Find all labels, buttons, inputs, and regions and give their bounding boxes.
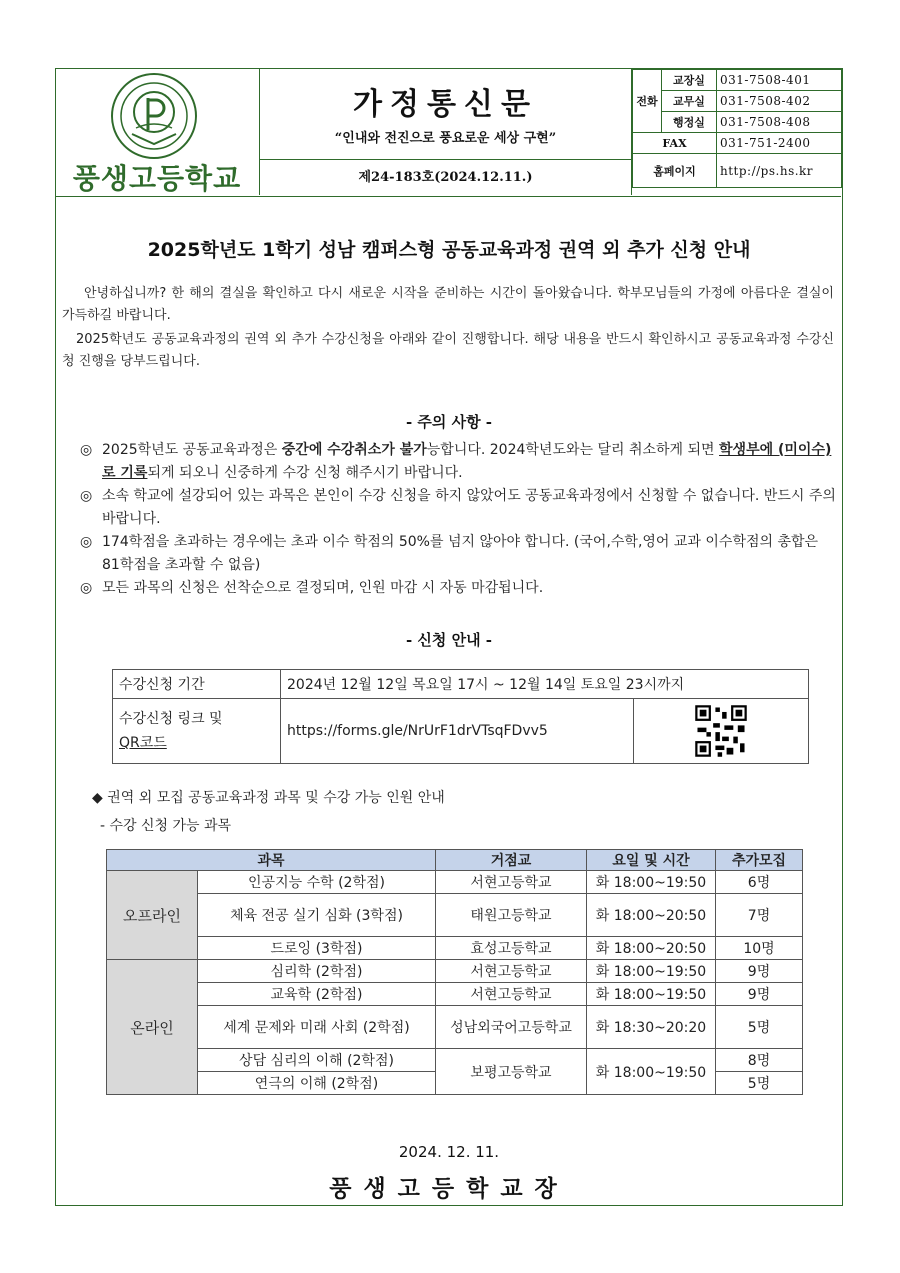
issue-date: 2024. 12. 11. [398,1143,500,1161]
bullet-icon: ◎ [80,534,93,550]
period-value: 2024년 12월 12일 목요일 17시 ~ 12월 14일 토요일 23시까지 [281,670,809,699]
count-cell: 5명 [716,1006,803,1049]
time-cell: 화 18:00~19:50 [587,960,716,983]
subject-cell: 상담 심리의 이해 (2학점) [198,1049,436,1072]
homepage-link[interactable]: http://ps.hs.kr [717,154,842,188]
table-row [107,894,803,937]
notice-headline: 2025학년도 1학기 성남 캠퍼스형 공동교육과정 권역 외 추가 신청 안내 [147,239,751,261]
count-cell: 9명 [716,983,803,1006]
count-cell: 8명 [716,1049,803,1072]
notes-list [80,439,840,600]
phone-label: 전화 [633,70,662,133]
fax-label: FAX [633,133,717,154]
count-cell: 10명 [716,937,803,960]
count-cell: 7명 [716,894,803,937]
subject-cell: 드로잉 (3학점) [198,937,436,960]
time-cell: 화 18:00~19:50 [587,983,716,1006]
table-header-row [107,850,803,871]
contact-label: 행정실 [662,112,717,133]
time-cell: 화 18:00~20:50 [587,894,716,937]
courses-heading: ◆ 권역 외 모집 공동교육과정 과목 및 수강 가능 인원 안내 [92,790,445,806]
intro-paragraph-1: 안녕하십니까? 한 해의 결실을 확인하고 다시 새로운 시작을 준비하는 시간이 돌아왔습니다. 학부모님들의 가정에 아름다운 결실이 가득하길 바랍니다. [62,286,834,323]
column-header: 추가모집 [716,850,803,871]
contact-label: 교장실 [662,70,717,91]
issue-number: 제24-183호(2024.12.11.) [260,160,632,195]
school-cell: 효성고등학교 [436,937,587,960]
contact-label: 교무실 [662,91,717,112]
newsletter-frame [55,68,843,1206]
column-header: 요일 및 시간 [587,850,716,871]
period-label: 수강신청 기간 [113,670,281,699]
bullet-icon: ◎ [80,488,93,504]
school-name: 풍생고등학교 [72,162,242,195]
subject-cell: 심리학 (2학점) [198,960,436,983]
count-cell: 6명 [716,871,803,894]
contact-number: 031-7508-401 [717,70,842,91]
bullet-icon: ◎ [80,580,93,596]
title-cell [260,69,632,160]
bullet-icon: ◎ [80,442,93,458]
school-cell: 태원고등학교 [436,894,587,937]
apply-title: - 신청 안내 - [405,631,493,649]
table-row [107,871,803,894]
time-cell: 화 18:30~20:20 [587,1006,716,1049]
school-slogan: “인내와 전진으로 풍요로운 세상 구현” [334,131,557,146]
school-cell: 성남외국어고등학교 [436,1006,587,1049]
note-item: ◎ 174학점을 초과하는 경우에는 초과 이수 학점의 50%를 넘지 않아야 합니다. (국어,수학,영어 교과 이수학점의 총합은 81학점을 초과할 수 없음) [80,531,840,577]
column-header: 과목 [107,850,436,871]
column-header: 거점교 [436,850,587,871]
category-cell: 오프라인 [107,871,198,960]
document-title: 가정통신문 [353,87,538,122]
note-item: ◎ 모든 과목의 신청은 선착순으로 결정되며, 인원 마감 시 자동 마감됩니다. [80,577,840,600]
subject-cell: 인공지능 수학 (2학점) [198,871,436,894]
homepage-label: 홈페이지 [633,154,717,188]
contact-number: 031-7508-408 [717,112,842,133]
category-cell: 온라인 [107,960,198,1095]
newsletter-header [56,69,841,197]
emphasis-text: 중간에 수강취소가 불가 [281,442,427,458]
registration-link[interactable]: https://forms.gle/NrUrF1drVTsqFDvv5 [281,699,634,764]
time-cell: 화 18:00~20:50 [587,937,716,960]
qr-code-icon[interactable] [693,703,749,759]
table-row [107,1049,803,1072]
table-row [107,1006,803,1049]
count-cell: 5명 [716,1072,803,1095]
school-cell: 보평고등학교 [436,1049,587,1095]
subject-cell: 체육 전공 실기 심화 (3학점) [198,894,436,937]
count-cell: 9명 [716,960,803,983]
note-item: ◎ 소속 학교에 설강되어 있는 과목은 본인이 수강 신청을 하지 않았어도 공동교육과정에서 신청할 수 없습니다. 반드시 주의 바랍니다. [80,485,840,531]
contact-table [632,69,842,188]
courses-table [106,849,803,1095]
qr-cell [634,699,809,764]
table-row [107,983,803,1006]
fax-number: 031-751-2400 [717,133,842,154]
contact-number: 031-7508-402 [717,91,842,112]
subject-cell: 교육학 (2학점) [198,983,436,1006]
emphasis-underline-text: 학생부에 (미이수)로 기록 [102,442,832,481]
table-row [107,960,803,983]
time-cell: 화 18:00~19:50 [587,1049,716,1095]
table-row [107,937,803,960]
note-item: ◎ 2025학년도 공동교육과정은 중간에 수강취소가 불가능합니다. 2024학년도와는 달리 취소하게 되면 학생부에 (미이수)로 기록되게 되오니 신중하게 수강 신청 해주시기 바랍니다. [80,439,840,485]
logo-cell [56,69,260,195]
school-seal-icon [110,72,198,160]
intro-paragraph-2: 2025학년도 공동교육과정의 권역 외 추가 수강신청을 아래와 같이 진행합니다. 해당 내용을 반드시 확인하시고 공동교육과정 수강신청 진행을 당부드립니다. [62,332,834,369]
time-cell: 화 18:00~19:50 [587,871,716,894]
school-cell: 서현고등학교 [436,983,587,1006]
subject-cell: 세계 문제와 미래 사회 (2학점) [198,1006,436,1049]
apply-info-table [112,669,809,764]
school-cell: 서현고등학교 [436,871,587,894]
notes-title: - 주의 사항 - [405,413,493,431]
link-label: 수강신청 링크 및 QR코드 [113,699,281,764]
principal-signature: 풍생고등학교장 [329,1175,569,1202]
subject-cell: 연극의 이해 (2학점) [198,1072,436,1095]
courses-subheading: - 수강 신청 가능 과목 [100,818,232,834]
school-cell: 서현고등학교 [436,960,587,983]
